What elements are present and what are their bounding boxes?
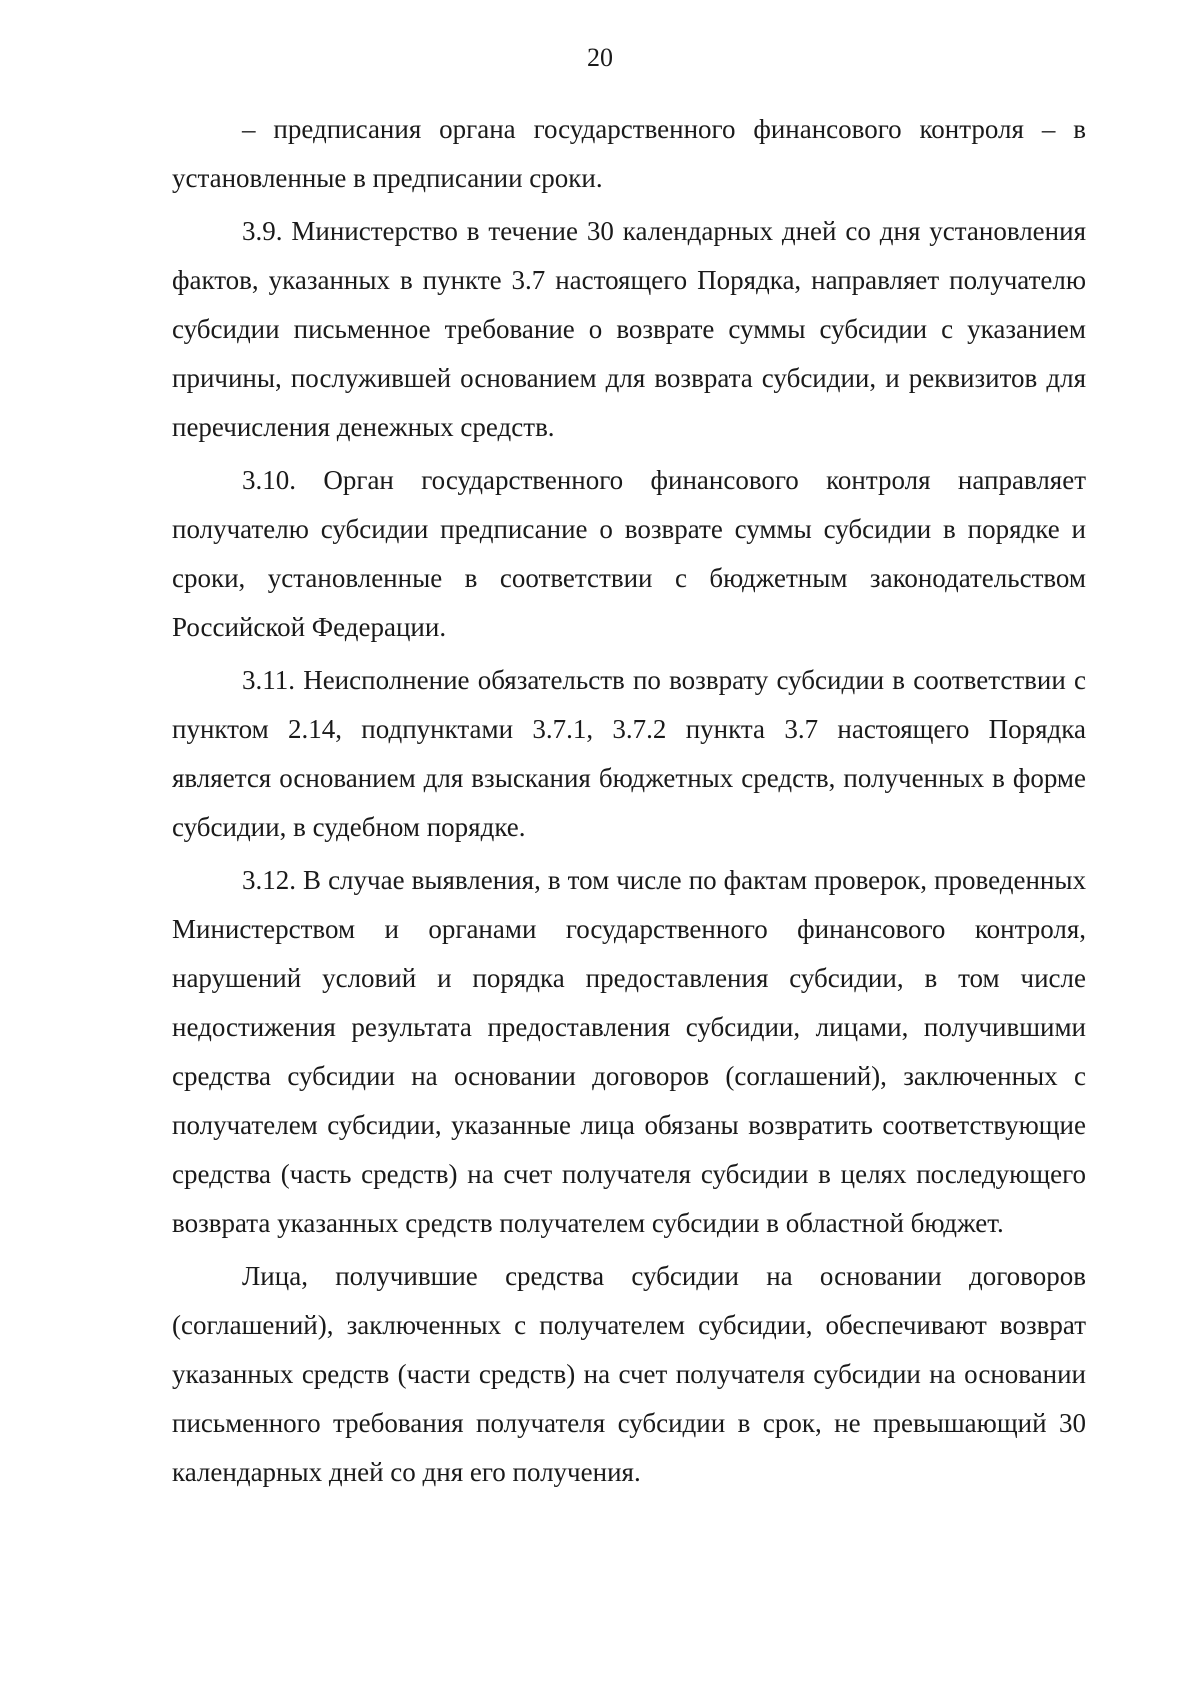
paragraph-recipients-return: Лица, получившие средства субсидии на основании договоров (соглашений), заключенных с получателем субсидии, обеспечивают возврат указанных средств (части средств) на счет получателя субсидии на основании письменного требования получателя субсидии в срок, не превышающий 30 календарных дней со дня его получения.	[172, 1261, 1086, 1487]
paragraph-prescription-deadline: – предписания органа государственного финансового контроля – в установленные в предписании сроки.	[172, 114, 1086, 193]
paragraph-3-9: 3.9. Министерство в течение 30 календарных дней со дня установления фактов, указанных в пункте 3.7 настоящего Порядка, направляет получателю субсидии письменное требование о возврате суммы субсидии с указанием причины, послужившей основанием для возврата субсидии, и реквизитов для перечисления денежных средств.	[172, 216, 1086, 442]
document-body	[172, 105, 1086, 1501]
paragraph-3-10: 3.10. Орган государственного финансового контроля направляет получателю субсидии предписание о возврате суммы субсидии в порядке и сроки, установленные в соответствии с бюджетным законодательством Российской Федерации.	[172, 465, 1086, 642]
paragraph-3-11: 3.11. Неисполнение обязательств по возврату субсидии в соответствии с пунктом 2.14, подпунктами 3.7.1, 3.7.2 пункта 3.7 настоящего Порядка является основанием для взыскания бюджетных средств, полученных в форме субсидии, в судебном порядке.	[172, 665, 1086, 842]
paragraph-3-12: 3.12. В случае выявления, в том числе по фактам проверок, проведенных Министерством и органами государственного финансового контроля, нарушений условий и порядка предоставления субсидии, в том числе недостижения результата предоставления субсидии, лицами, получившими средства субсидии на основании договоров (соглашений), заключенных с получателем субсидии, указанные лица обязаны возвратить соответствующие средства (часть средств) на счет получателя субсидии в целях последующего возврата указанных средств получателем субсидии в областной бюджет.	[172, 865, 1086, 1238]
page-number: 20	[587, 43, 613, 72]
